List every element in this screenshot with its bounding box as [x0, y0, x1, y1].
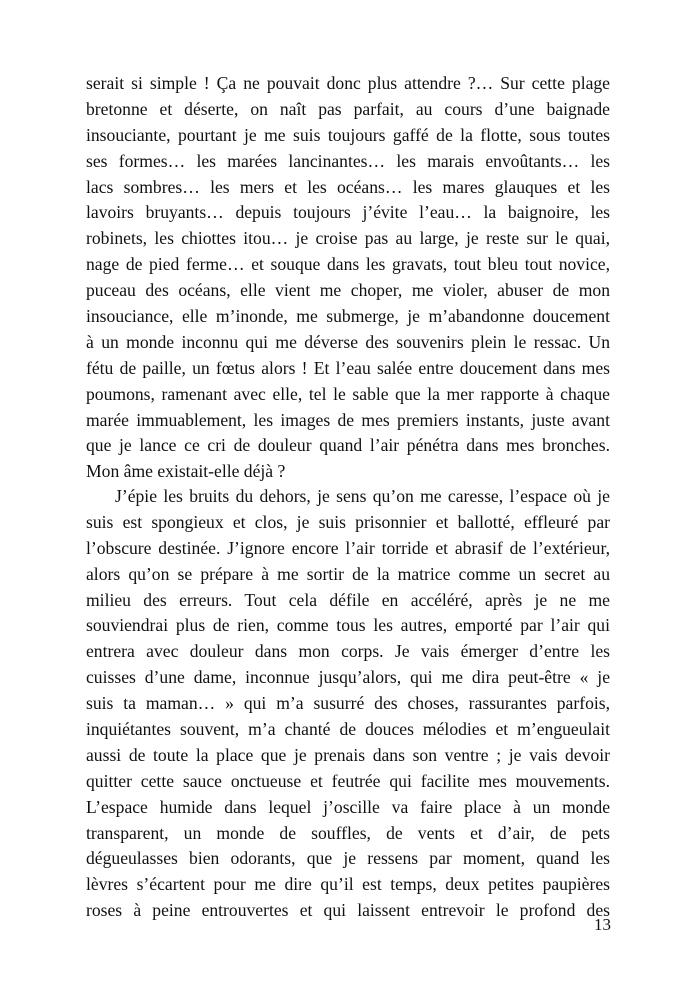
text-line: milieu des erreurs. Tout cela défile en accéléré, après je ne me — [86, 589, 610, 610]
text-line: cuisses d’une dame, inconnue jusqu’alors, qui me dira peut-être « je — [86, 667, 610, 688]
text-line: quitter cette sauce onctueuse et feutrée qui facilite mes mouvements. — [86, 770, 610, 791]
paragraph — [86, 71, 610, 485]
text-line: inquiétantes souvent, m’a chanté de douces mélodies et m’engueulait — [86, 719, 610, 740]
text-line: ses formes… les marées lancinantes… les marais envoûtants… les — [86, 150, 610, 171]
text-line: serait si simple ! Ça ne pouvait donc plus attendre ?… Sur cette plage — [86, 73, 610, 93]
text-line: à un monde inconnu qui me déverse des souvenirs plein le ressac. Un — [86, 331, 610, 352]
text-line: lèvres s’écartent pour me dire qu’il est temps, deux petites paupières — [86, 874, 610, 895]
text-line: robinets, les chiottes itou… je croise pas au large, je reste sur le quai, — [86, 228, 610, 249]
text-line: J’épie les bruits du dehors, je sens qu’on me caresse, l’espace où je — [115, 486, 610, 506]
text-line: bretonne et déserte, on naît pas parfait, au cours d’une baignade — [86, 98, 610, 119]
text-line: fétu de paille, un fœtus alors ! Et l’eau salée entre doucement dans mes — [86, 357, 610, 378]
text-line: alors qu’on se prépare à me sortir de la matrice comme un secret au — [86, 563, 610, 584]
text-line: lavoirs bruyants… depuis toujours j’évite l’eau… la baignoire, les — [86, 202, 610, 223]
text-line: insouciante, pourtant je me suis toujours gaffé de la flotte, sous toutes — [86, 124, 610, 145]
paragraph — [86, 484, 610, 924]
text-line: puceau des océans, elle vient me choper, me violer, abuser de mon — [86, 280, 610, 301]
text-line: L’espace humide dans lequel j’oscille va faire place à un monde — [86, 796, 610, 817]
text-line: insouciance, elle m’inonde, me submerge, je m’abandonne doucement — [86, 306, 610, 327]
text-line: suis est spongieux et clos, je suis prisonnier et ballotté, effleuré par — [86, 511, 610, 532]
text-line: marée immuablement, les images de mes premiers instants, juste avant — [86, 409, 610, 430]
text-line: lacs sombres… les mers et les océans… les mares glauques et les — [86, 176, 610, 197]
text-line: entrera avec douleur dans mon corps. Je vais émerger d’entre les — [86, 641, 610, 662]
text-line: suis ta maman… » qui m’a susurré des choses, rassurantes parfois, — [86, 693, 610, 714]
text-line: transparent, un monde de souffles, de vents et d’air, de pets — [86, 822, 610, 843]
text-line: roses à peine entrouvertes et qui laissent entrevoir le profond des — [86, 900, 610, 921]
text-line: que je lance ce cri de douleur quand l’air pénétra dans mes bronches. — [86, 435, 610, 456]
text-line: aussi de toute la place que je prenais dans son ventre ; je vais devoir — [86, 744, 610, 765]
text-line: souviendrai plus de rien, comme tous les autres, emporté par l’air qui — [86, 615, 610, 636]
text-line: poumons, ramenant avec elle, tel le sable que la mer rapporte à chaque — [86, 383, 610, 404]
text-line: nage de pied ferme… et souque dans les gravats, tout bleu tout novice, — [86, 254, 610, 275]
text-line: dégueulasses bien odorants, que je ressens par moment, quand les — [86, 848, 610, 869]
page-number: 13 — [594, 915, 611, 934]
text-line: Mon âme existait-elle déjà ? — [86, 461, 286, 482]
text-line: l’obscure destinée. J’ignore encore l’air torride et abrasif de l’extérieur, — [86, 537, 610, 558]
